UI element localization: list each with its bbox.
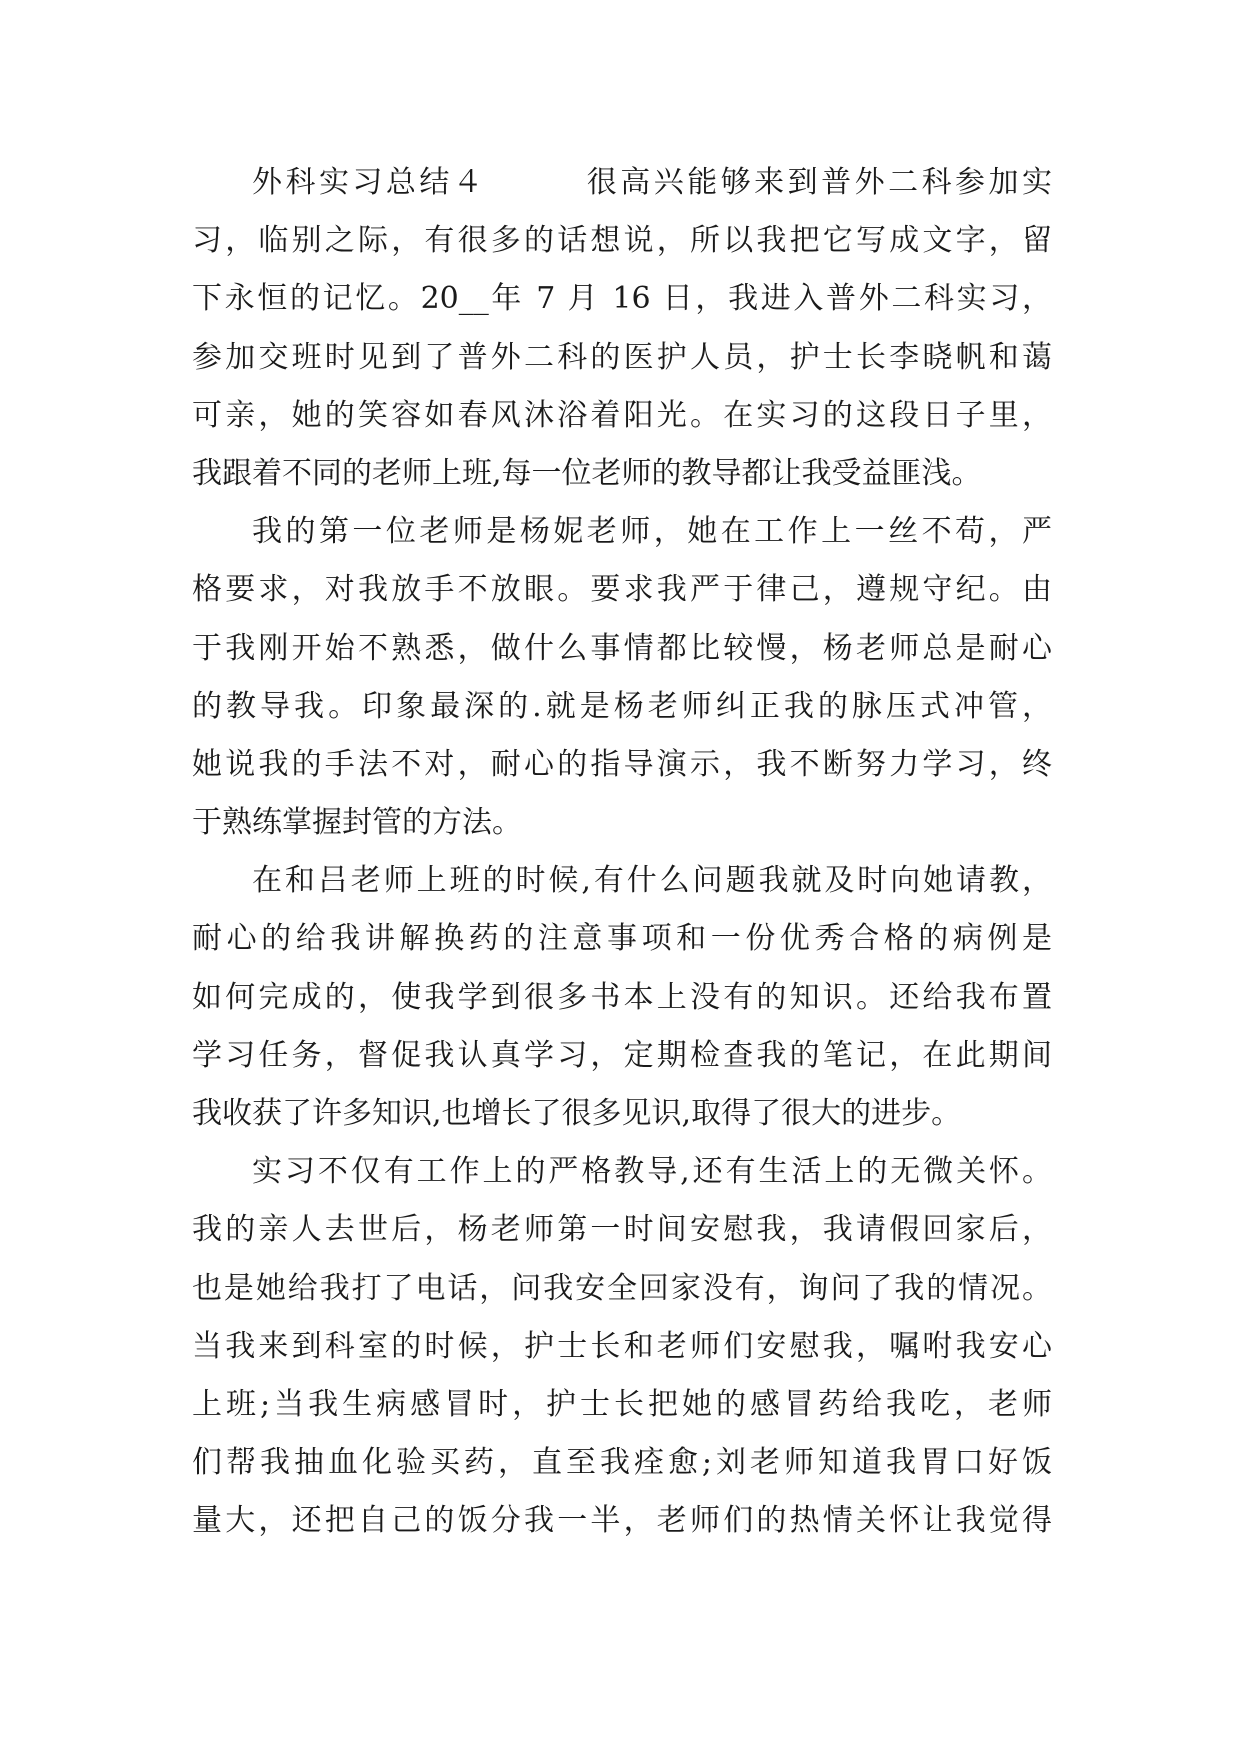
text-line: 格要求，对我放手不放眼。要求我严于律己，遵规守纪。由 (192, 572, 1052, 608)
text-line: 们帮我抽血化验买药，直至我痊愈;刘老师知道我胃口好饭 (192, 1445, 1052, 1481)
text-line: 的教导我。印象最深的.就是杨老师纠正我的脉压式冲管， (192, 688, 1052, 724)
text-line: 外科实习总结４ 很高兴能够来到普外二科参加实 (252, 165, 1052, 200)
text-line: 可亲，她的笑容如春风沐浴着阳光。在实习的这段日子里， (192, 397, 1052, 433)
text-line: 我跟着不同的老师上班,每一位老师的教导都让我受益匪浅。 (192, 455, 982, 491)
text-line: 上班;当我生病感冒时，护士长把她的感冒药给我吃，老师 (192, 1386, 1052, 1422)
text-line: 也是她给我打了电话，问我安全回家没有，询问了我的情况。 (192, 1270, 1052, 1306)
text-line: 参加交班时见到了普外二科的医护人员，护士长李晓帆和蔼 (192, 339, 1052, 375)
text-line: 我的第一位老师是杨妮老师，她在工作上一丝不苟，严 (252, 514, 1052, 550)
text-line: 我收获了许多知识,也增长了很多见识,取得了很大的进步。 (192, 1096, 962, 1131)
text-line: 当我来到科室的时候，护士长和老师们安慰我，嘱咐我安心 (192, 1328, 1052, 1364)
text-line: 实习不仅有工作上的严格教导,还有生活上的无微关怀。 (252, 1154, 1052, 1190)
text-line: 下永恒的记忆。20__年 7 月 16 日，我进入普外二科实习， (192, 281, 1052, 317)
text-line: 在和吕老师上班的时候,有什么问题我就及时向她请教， (252, 863, 1052, 899)
text-line: 她说我的手法不对，耐心的指导演示，我不断努力学习，终 (192, 746, 1052, 782)
text-line: 我的亲人去世后，杨老师第一时间安慰我，我请假回家后， (192, 1212, 1052, 1248)
text-line: 习，临别之际，有很多的话想说，所以我把它写成文字，留 (192, 223, 1052, 259)
text-line: 耐心的给我讲解换药的注意事项和一份优秀合格的病例是 (192, 921, 1052, 957)
text-line: 于我刚开始不熟悉，做什么事情都比较慢，杨老师总是耐心 (192, 630, 1052, 666)
body-text (192, 154, 1052, 1551)
text-line: 学习任务，督促我认真学习，定期检查我的笔记，在此期间 (192, 1037, 1052, 1073)
text-line: 如何完成的，使我学到很多书本上没有的知识。还给我布置 (192, 979, 1052, 1015)
text-line: 量大，还把自己的饭分我一半，老师们的热情关怀让我觉得 (192, 1503, 1052, 1539)
text-line: 于熟练掌握封管的方法。 (192, 805, 522, 841)
